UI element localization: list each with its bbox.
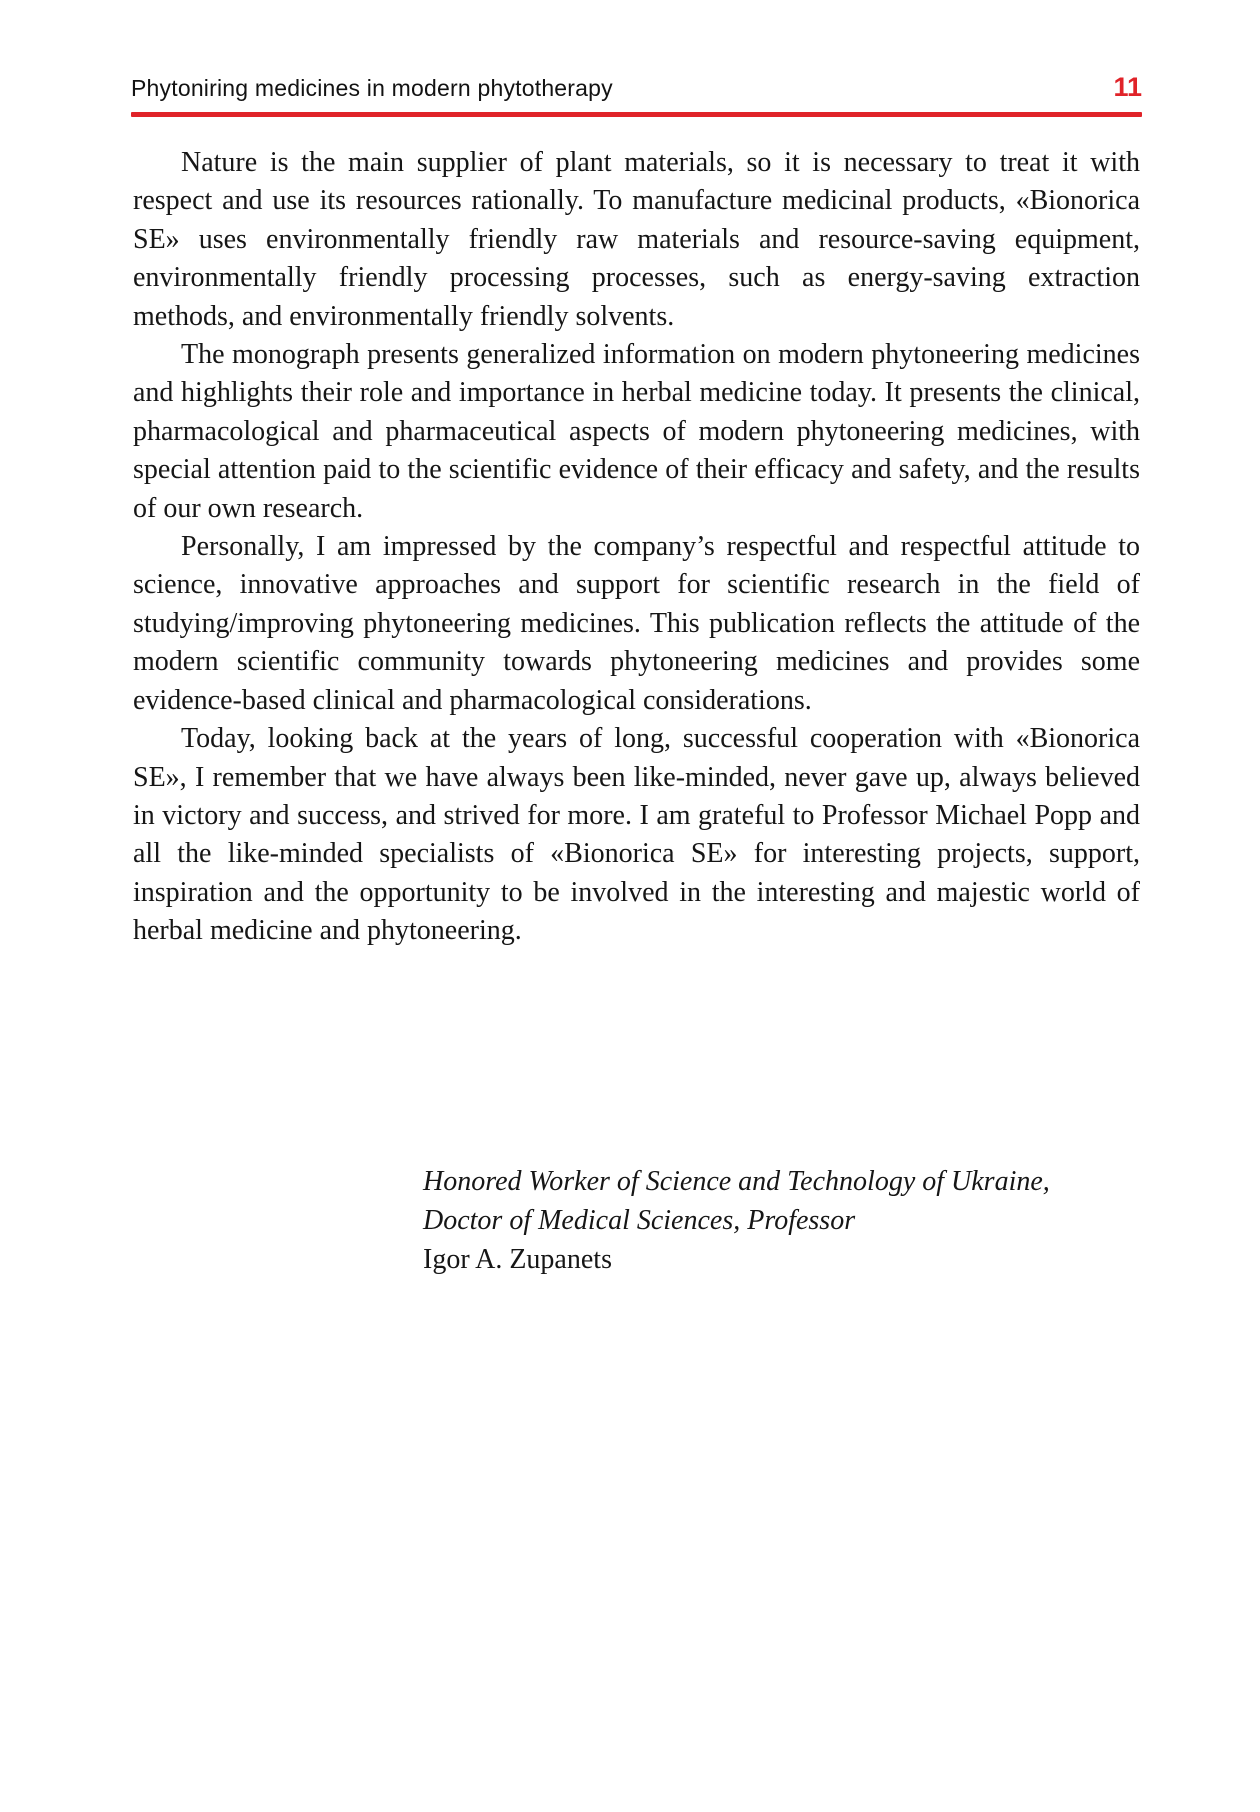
signature-name: Igor A. Zupanets <box>423 1244 612 1275</box>
running-head <box>131 74 1142 102</box>
paragraph: The monograph presents generalized information on modern phytoneering medicines and highlights their role and importance in herbal medicine today. It presents the clinical, pharmacological and pharmaceutical aspects of modern phytoneering medicines, with special attention paid to the scientific evidence of their efficacy and safety, and the results of our own research. <box>133 339 1140 524</box>
signature-credential-line: Honored Worker of Science and Technology of Ukraine, <box>423 1166 1050 1197</box>
body-text <box>133 144 1140 951</box>
paragraph: Personally, I am impressed by the company’s respectful and respectful attitude to science, innovative approaches and support for scientific research in the field of studying/improving phytoneering medicines. This publication reflects the attitude of the modern scientific community towards phytoneering medicines and provides some evidence-based clinical and pharmacological considerations. <box>133 531 1140 716</box>
signature-credential-line: Doctor of Medical Sciences, Professor <box>423 1205 856 1236</box>
page-number: 11 <box>1113 72 1142 102</box>
running-head-title: Phytoniring medicines in modern phytotherapy <box>131 75 613 101</box>
paragraph: Nature is the main supplier of plant materials, so it is necessary to treat it with respect and use its resources rationally. To manufacture medicinal products, «Bionorica SE» uses environmentally friendly raw materials and resource-saving equipment, environmentally friendly processing processes, such as energy-saving extraction methods, and environmentally friendly solvents. <box>133 147 1140 332</box>
signature-block <box>423 1162 1050 1279</box>
paragraph: Today, looking back at the years of long, successful cooperation with «Bionorica SE», I remember that we have always been like-minded, never gave up, always believed in victory and success, and strived for more. I am grateful to Professor Michael Popp and all the like-minded specialists of «Bionorica SE» for interesting projects, support, inspiration and the opportunity to be involved in the interesting and majestic world of herbal medicine and phytoneering. <box>133 723 1140 947</box>
header-rule <box>131 112 1142 117</box>
